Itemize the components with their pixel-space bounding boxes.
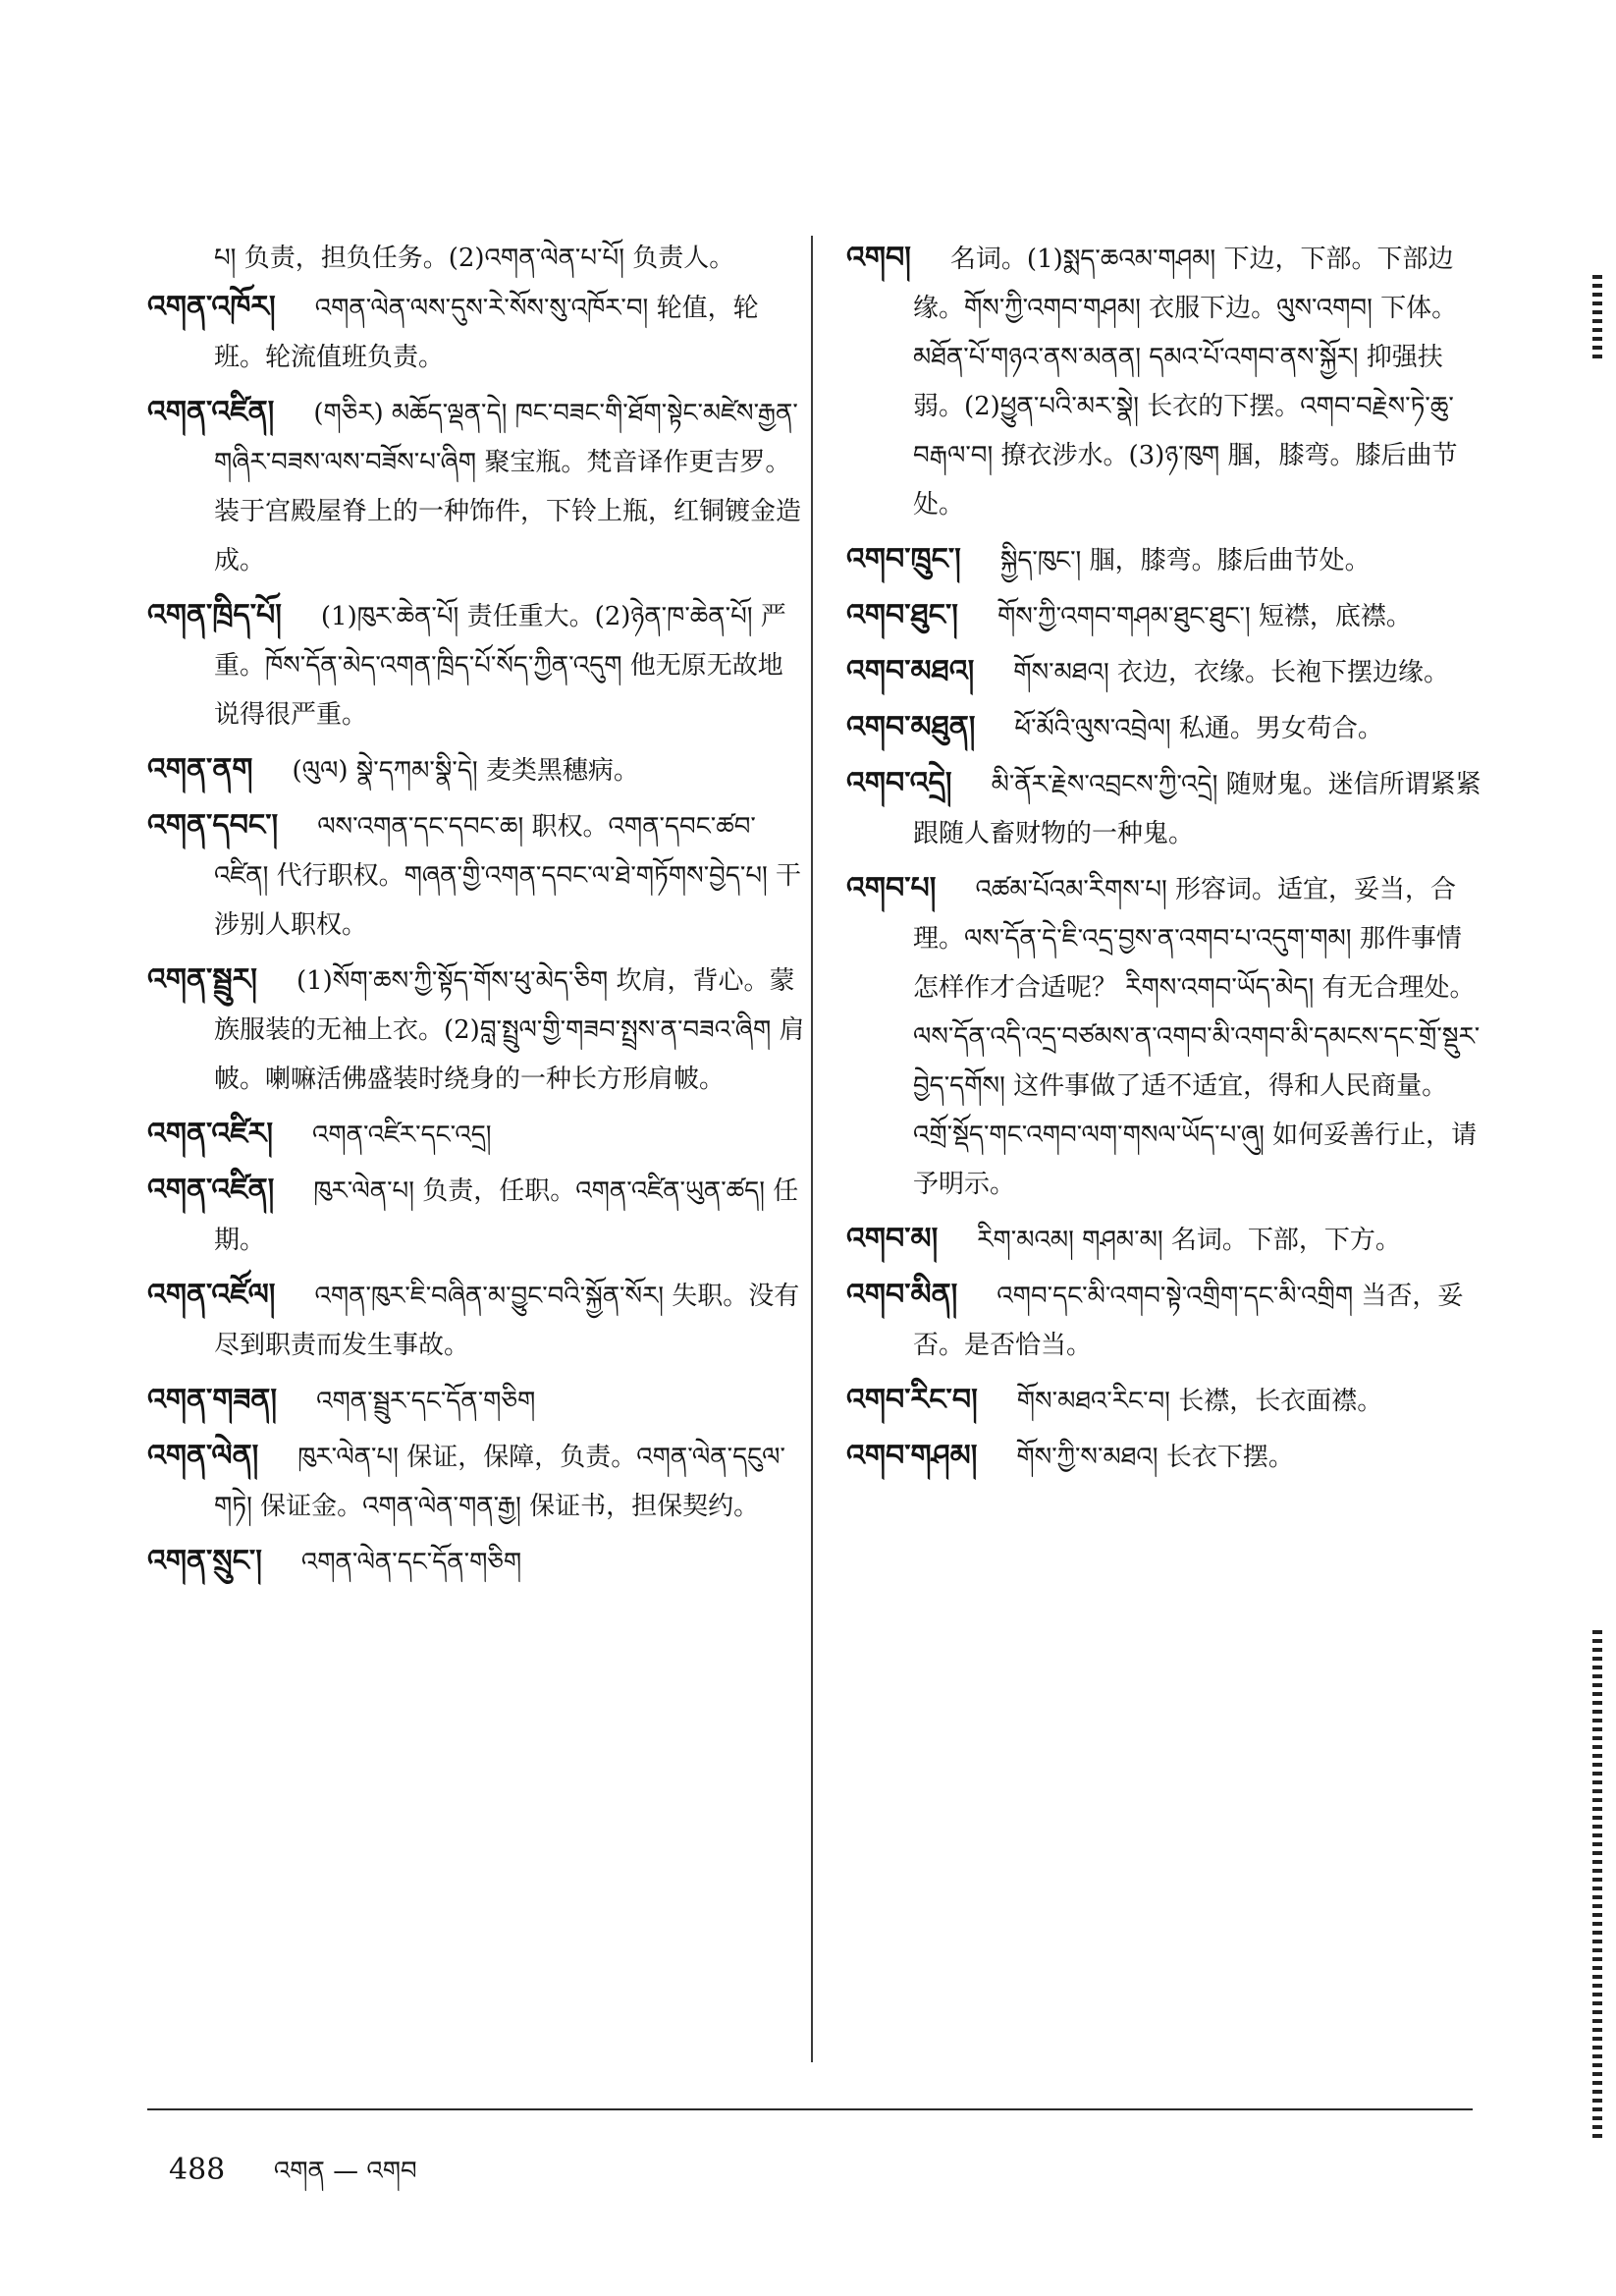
entry-definition: 名词。(1)སྨད་ཆའམ་གཤམ། 下边，下部。下部边缘。གོས་ཀྱི་འགབ་གཤམ། 衣服下边。ལུས་འགབ། 下体。མཐོན་པོ་གཉའ་ནས་མནན། དམའ་པོ་འགབ་ནས་སྐྱོར། 抑强扶弱。(2)ཕྱུན་པའི་མར་སྣེ། 长衣的下摆。འགབ་བརྗེས་ཏེ་ཆུ་བརྒལ་བ། 撩衣涉水。(3)ཉ་ཁུག 腘，膝弯。膝后曲节处。 (913, 245, 1458, 519)
entry-definition: སྐྱིད་ཁུང་། 腘，膝弯。膝后曲节处。 (999, 546, 1371, 575)
page-number: 488 (169, 2153, 226, 2187)
dictionary-entry (846, 1271, 1484, 1370)
page-footer (169, 2143, 417, 2214)
dictionary-entry (147, 745, 805, 795)
entry-headword: འགབ་འདྲེ། (846, 766, 952, 800)
dictionary-entry (147, 801, 805, 950)
entry-headword: འགན་འཛོལ། (147, 1278, 276, 1312)
entry-headword: འགབ་རིང་བ། (846, 1383, 978, 1417)
entry-headword: འགན་ཁྲིད་པོ། (147, 598, 282, 632)
dictionary-entry (846, 647, 1484, 697)
entry-definition: གོས་ཀྱི་འགབ་གཤམ་ཐུང་ཐུང་། 短襟，底襟。 (997, 602, 1412, 631)
entry-definition: (གཅིར) མཆོད་ལྡན་དེ། ཁང་བཟང་གི་ཐོག་སྟེང་མཛེས་རྒྱན་གཞིར་བཟས་ལས་བཟོས་པ་ཞིག 聚宝瓶。梵音译作更吉罗。装于宫殿屋脊上的一种饰件，下铃上瓶，红铜镀金造成。 (214, 399, 802, 575)
entry-definition: ཁུར་ལེན་པ། 保证，保障，负责。འགན་ལེན་དངུལ་གཏེ། 保证金。འགན་ལེན་གན་རྒྱ། 保证书，担保契约。 (214, 1443, 785, 1521)
entry-definition: འགན་ཁུར་ཇི་བཞིན་མ་བྱུང་བའི་སྐྱོན་སོར། 失职。没有尽到职责而发生事故。 (214, 1282, 800, 1360)
entry-headword: འགན་སྦྲུར། (147, 962, 257, 997)
entry-definition: (ལུལ) སྣེ་དཀམ་སྣི་དེ། 麦类黑穗病。 (292, 756, 639, 786)
entry-headword: འགན་གཟན། (147, 1383, 278, 1417)
entry-definition: འཚམ་པོའམ་རིགས་པ། 形容词。适宜，妥当，合理。ལས་དོན་དེ་ཇི་འདྲ་བྱས་ན་འགབ་པ་འདུག་གམ། 那件事情怎样作才合适呢？ རིགས་འགབ་ཡོད་མེད། 有无合理处。ལས་དོན་འདི་འདྲ་བཙམས་ན་འགབ་མི་འགབ་མི་དམངས་དང་གྲོ་སྡུར་བྱེད་དགོས། 这件事做了适不适宜，得和人民商量。འགྲོ་སྡོད་གང་འགབ་ལག་གསལ་ཡོད་པ་ཞུ། 如何妥善行止，请予明示。 (913, 875, 1481, 1199)
dictionary-entry (846, 864, 1484, 1209)
entry-definition: མི་ནོར་རྗེས་འབྲངས་ཀྱི་འདྲེ། 随财鬼。迷信所谓紧紧跟随人畜财物的一种鬼。 (913, 770, 1481, 848)
entry-definition: གོས་མཐའ་རིང་བ། 长襟，长衣面襟。 (1016, 1387, 1383, 1416)
entry-definition: འགན་འཛིར་དང་འདྲ། (311, 1121, 492, 1150)
dictionary-entry (147, 234, 805, 283)
dictionary-entry (846, 703, 1484, 753)
dictionary-entry (846, 1215, 1484, 1265)
entry-headword: འགབ། (846, 241, 911, 275)
entry-definition: འགབ་དང་མི་འགབ་སྟེ་འགྲིག་དང་མི་འགྲིག 当否，妥否。是否恰当。 (913, 1282, 1464, 1360)
entry-headword: འགན་འཛིར། (147, 1117, 273, 1151)
entry-definition: (1)ཁུར་ཆེན་པོ། 责任重大。(2)ཉེན་ཁ་ཆེན་པོ། 严重。ཁོས་དོན་མེད་འགན་ཁྲིད་པོ་སོད་ཀྱིན་འདུག 他无原无故地说得很严重。 (214, 602, 786, 730)
dictionary-entry (147, 1166, 805, 1265)
entry-definition: ཁུར་ལེན་པ། 负责，任职。འགན་འཛིན་ཡུན་ཚད། 任期。 (214, 1176, 799, 1255)
entry-headword: འགན་ནག (147, 752, 253, 787)
dictionary-entry (147, 1271, 805, 1370)
entry-headword: འགབ་ཐུང་། (846, 598, 958, 632)
entry-definition: རིག་མའམ། གཤམ་མ། 名词。下部，下方。 (977, 1226, 1401, 1255)
dictionary-entry (147, 1376, 805, 1426)
entry-headword: འགན་ལེན། (147, 1439, 259, 1473)
entry-headword: འགབ་མིན། (846, 1278, 958, 1312)
page-edge-marks (1592, 1630, 1602, 2141)
entry-definition: པ། 负责，担负任务。(2)འགན་ལེན་པ་པོ། 负责人。 (214, 244, 735, 273)
entry-headword: འགབ་མཐའ། (846, 654, 975, 688)
entry-definition: ཕོ་མོའི་ལུས་འབྲེལ། 私通。男女苟合。 (1014, 714, 1383, 743)
footer-rule (147, 2108, 1473, 2110)
entry-headword: འགབ་མཐུན། (846, 710, 976, 744)
entry-headword: འགན་སྲུང་། (147, 1544, 262, 1578)
entry-headword: འགབ་ཁྲུང་། (846, 542, 961, 576)
dictionary-entry (147, 283, 805, 382)
dictionary-entry (846, 759, 1484, 858)
dictionary-entry (147, 1537, 805, 1587)
entry-definition: འགན་ལེན་དང་དོན་གཅིག (300, 1548, 522, 1577)
page-edge-marks (1592, 275, 1602, 363)
column-divider (811, 236, 813, 2062)
entry-definition: འགན་ལེན་ལས་དུས་རེ་སོས་སུ་འཁོར་བ། 轮值，轮班。轮流值班负责。 (214, 294, 759, 372)
dictionary-entry (846, 234, 1484, 529)
right-column (846, 234, 1484, 1488)
dictionary-entry (147, 591, 805, 739)
entry-definition: འགན་སྦྲུར་དང་དོན་གཅིག (316, 1387, 536, 1416)
dictionary-entry (846, 1432, 1484, 1482)
entry-headword: འགབ་པ། (846, 871, 937, 905)
dictionary-entry (846, 1376, 1484, 1426)
dictionary-entry (846, 535, 1484, 585)
dictionary-entry (147, 1432, 805, 1531)
entry-definition: གོས་ཀྱི་ས་མཐའ། 长衣下摆。 (1016, 1443, 1294, 1472)
entry-headword: འགབ་མ། (846, 1222, 939, 1256)
running-head: འགན — འགབ (273, 2157, 417, 2186)
dictionary-entry (147, 956, 805, 1104)
entry-definition: ལས་འགན་དང་དབང་ཆ། 职权。འགན་དབང་ཚབ་འཛིན། 代行职权。གཞན་གྱི་འགན་དབང་ལ་ཐེ་གཏོགས་བྱེད་པ། 干涉别人职权。 (214, 812, 802, 940)
dictionary-entry (846, 591, 1484, 641)
entry-headword: འགན་འཁོར། (147, 290, 276, 324)
left-column (147, 234, 805, 1593)
entry-headword: འགབ་གཤམ། (846, 1439, 978, 1473)
entry-definition: (1)སོག་ཆས་ཀྱི་སྟོད་གོས་ཕུ་མེད་ཅིག 坎肩，背心。蒙族服装的无袖上衣。(2)བླ་སྤྲུལ་གྱི་གཟབ་སྤྲས་ན་བཟའ་ཞིག 肩帔。喇嘛活佛盛装时绕身的一种长方形肩帔。 (214, 966, 805, 1094)
entry-headword: འགན་དབང་། (147, 808, 279, 843)
dictionary-entry (147, 388, 805, 585)
entry-definition: གོས་མཐའ། 衣边，衣缘。长袍下摆边缘。 (1013, 658, 1449, 687)
entry-headword: འགན་འཛིན། (147, 395, 275, 429)
entry-headword: འགན་འཛིན། (147, 1173, 275, 1207)
dictionary-entry (147, 1110, 805, 1160)
